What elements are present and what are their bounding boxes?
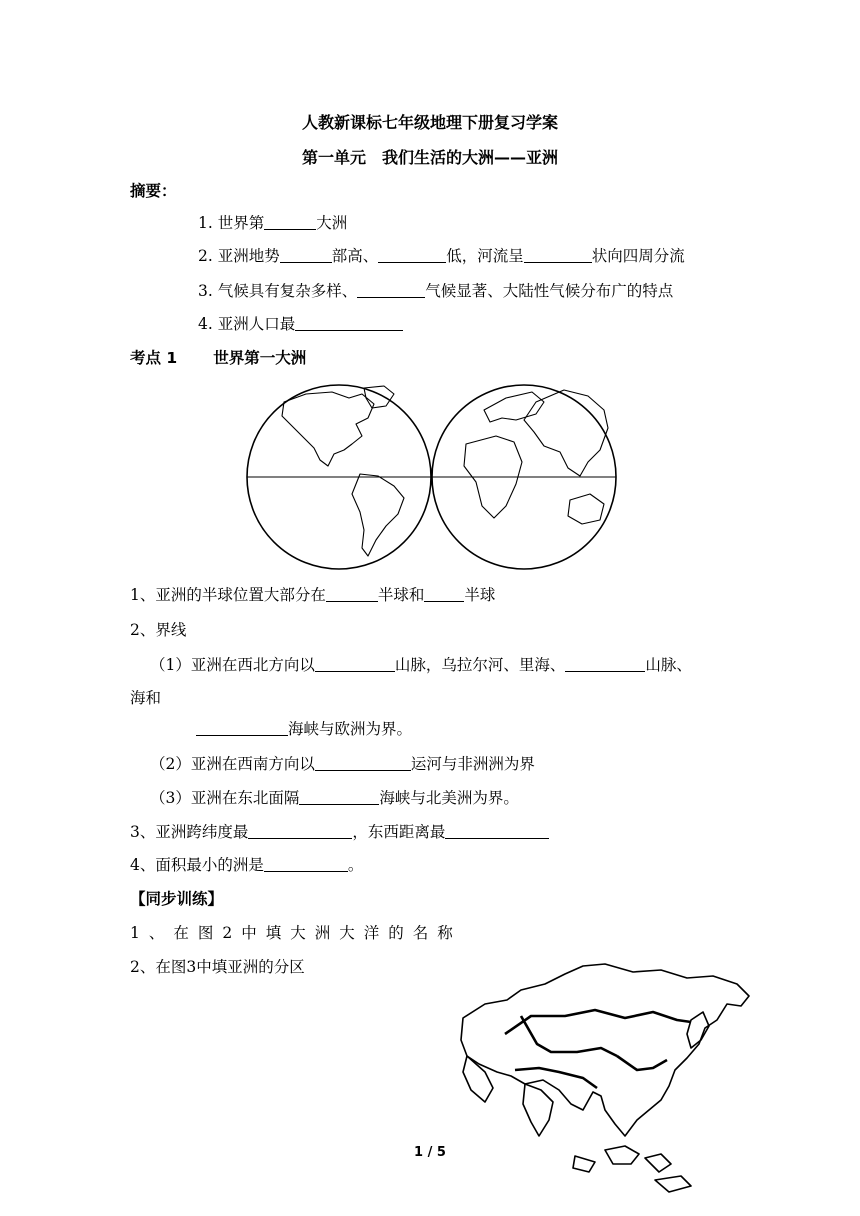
- summary-heading: 摘要：: [130, 182, 177, 200]
- region-boundary-north: [505, 1010, 691, 1034]
- south-america-outline: [352, 474, 404, 556]
- region-boundary-east: [617, 1056, 667, 1070]
- question-2-3: （3）亚洲在东北面隔 海峡与北美洲为界。: [150, 789, 519, 807]
- summary-item-2: 2. 亚洲地势 部高、 低，河流呈 状向四周分流: [198, 247, 685, 265]
- blank[interactable]: [299, 788, 379, 805]
- australia-outline: [568, 494, 604, 524]
- indian-subcontinent-outline: [523, 1084, 553, 1136]
- north-america-outline: [282, 392, 374, 466]
- question-2-1-wrap: 海和: [130, 689, 162, 707]
- page-number: 1 / 5: [414, 1145, 446, 1160]
- blank[interactable]: [524, 246, 592, 263]
- blank[interactable]: [315, 655, 395, 672]
- japan-outline: [687, 1012, 709, 1048]
- world-hemispheres-map: [244, 380, 620, 575]
- unit-title: 第一单元 我们生活的大洲——亚洲: [301, 148, 558, 167]
- summary-item-3: 3. 气候具有复杂多样、 气候显著、大陆性气候分布广的特点: [198, 282, 674, 300]
- blank[interactable]: [357, 281, 425, 298]
- blank[interactable]: [315, 754, 411, 771]
- blank[interactable]: [565, 655, 645, 672]
- blank[interactable]: [196, 719, 288, 736]
- blank[interactable]: [264, 855, 348, 872]
- blank[interactable]: [248, 822, 352, 839]
- document-title: 人教新课标七年级地理下册复习学案: [301, 113, 558, 132]
- blank[interactable]: [264, 213, 316, 230]
- asia-outline: [524, 390, 608, 476]
- question-2-1: （1）亚洲在西北方向以 山脉，乌拉尔河、里海、 山脉、: [150, 656, 692, 674]
- summary-item-4: 4. 亚洲人口最: [198, 313, 403, 335]
- question-1: 1、亚洲的半球位置大部分在 半球和 半球: [130, 586, 496, 604]
- blank[interactable]: [445, 822, 549, 839]
- training-heading: 【同步训练】: [130, 890, 224, 908]
- question-2-2: （2）亚洲在西南方向以 运河与非洲洲为界: [150, 755, 535, 773]
- question-3: 3、亚洲跨纬度最 ，东西距离最: [130, 821, 549, 843]
- blank[interactable]: [378, 246, 446, 263]
- training-item-1: 1、在图2中填大洲大洋的名称: [130, 924, 462, 942]
- europe-outline: [484, 392, 544, 422]
- blank[interactable]: [295, 314, 403, 331]
- kaodian-1: 考点 1 世界第一大洲: [130, 349, 307, 367]
- blank[interactable]: [424, 585, 464, 602]
- blank[interactable]: [326, 585, 378, 602]
- question-2-1-end: 海峡与欧洲为界。: [196, 718, 412, 740]
- question-2: 2、界线: [130, 621, 187, 639]
- question-4: 4、面积最小的洲是 。: [130, 856, 364, 874]
- asia-regions-map: [455, 960, 755, 1200]
- region-boundary-central: [521, 1016, 617, 1056]
- training-item-2: 2、在图3中填亚洲的分区: [130, 958, 305, 976]
- blank[interactable]: [280, 246, 332, 263]
- summary-item-1: 1. 世界第 大洲: [198, 214, 348, 232]
